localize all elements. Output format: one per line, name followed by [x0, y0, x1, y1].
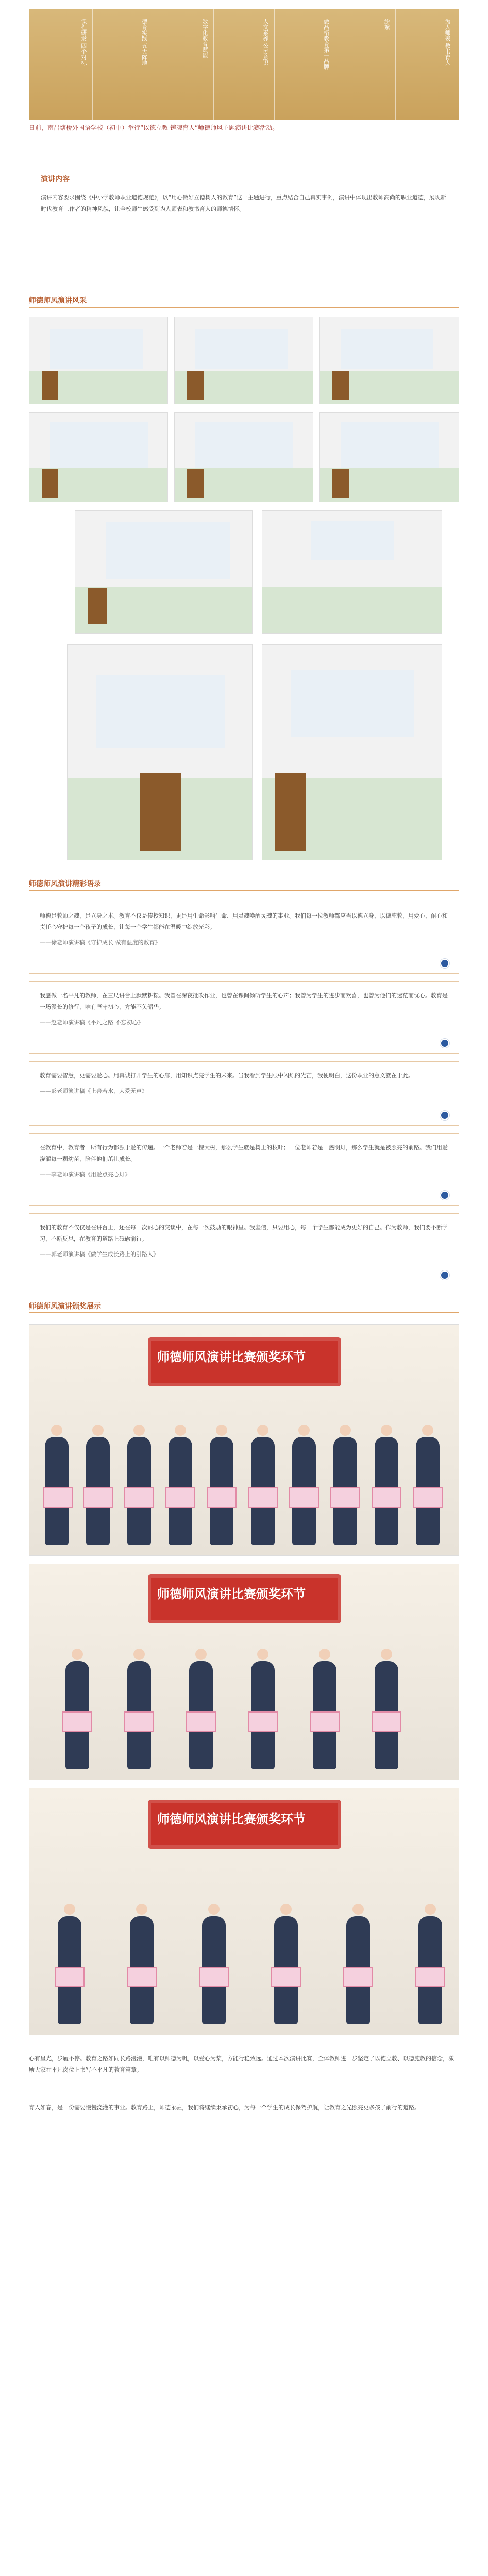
photo-5: [174, 412, 313, 502]
author-avatar-icon: [440, 1270, 449, 1280]
banner-column-1: 课程研发 四个对标: [32, 9, 93, 120]
author-avatar-icon: [440, 959, 449, 968]
photo-7: [75, 510, 253, 634]
photo-8: [262, 510, 442, 634]
quote-cite-4: ——李老师演讲稿《用爱点亮心灯》: [40, 1171, 130, 1178]
moments-title: 师德师风演讲风采: [29, 297, 87, 305]
award-banner-text-3: 师德师风演讲比赛颁奖环节: [157, 1812, 306, 1826]
award-banner-text-2: 师德师风演讲比赛颁奖环节: [157, 1587, 306, 1601]
quote-card-2: [29, 981, 459, 1054]
banner-column-5: 做品格教育第一品牌: [275, 9, 335, 120]
quote-cite-1: ——徐老师演讲稿《守护成长 做有温度的教育》: [40, 939, 161, 946]
author-avatar-icon: [440, 1039, 449, 1048]
quote-cite-3: ——彭老师演讲稿《上善若水，大爱无声》: [40, 1088, 147, 1094]
quote-text-5: 我们的教育不仅仅是在讲台上，还在每一次耐心的交谈中，在每一次鼓励的眼神里。我坚信，只要用心，每一个学生都能成为更好的自己。作为教师，我们要不断学习、不断反思，在教育的道路上砥砺前行。: [40, 1224, 448, 1242]
activity-card: [29, 160, 459, 283]
activity-title: 演讲内容: [41, 175, 70, 183]
section-divider: [29, 890, 459, 891]
photo-2: [174, 317, 313, 404]
awards-title: 师德师风演讲颁奖展示: [29, 1302, 101, 1311]
photo-1: [29, 317, 168, 404]
award-banner-text-1: 师德师风演讲比赛颁奖环节: [157, 1350, 306, 1364]
quote-text-2: 我愿做一名平凡的教师，在三尺讲台上默默耕耘。我曾在深夜批改作业，也曾在课间倾听学生的心声；我曾为学生的进步而欢喜，也曾为他们的迷茫而忧心。教育是一场漫长的修行，唯有坚守初心，方能不负韶华。: [40, 992, 448, 1010]
quote-card-5: [29, 1213, 459, 1285]
banner-column-6: 纷繁: [335, 9, 396, 120]
award-photo-2: [29, 1564, 459, 1780]
closing-paragraph-1: 心有星光，步履不停。教育之路如同长路漫漫，唯有以师德为帆，以爱心为桨，方能行稳致远。通过本次演讲比赛，全体教师进一步坚定了以德立教、以德施教的信念，激励大家在平凡岗位上书写不平凡的教育篇章。: [29, 2055, 454, 2073]
banner-column-3: 数字化教育赋能: [153, 9, 214, 120]
author-avatar-icon: [440, 1111, 449, 1120]
banner-column-2: 德育实践 五大阵地: [93, 9, 154, 120]
banner-column-7: 为人师表 教书育人: [444, 19, 451, 66]
intro-text: 日前，南昌塘桥外国语学校（初中）举行“以德立教 铸魂育人”师德师风主题演讲比赛活动。: [29, 124, 279, 131]
award-photo-3: [29, 1788, 459, 2035]
quotes-title: 师德师风演讲精彩语录: [29, 880, 101, 888]
award-photo-1: [29, 1324, 459, 1556]
photo-3: [319, 317, 459, 404]
closing-paragraph-2: 育人如春，是一份需要慢慢浇灌的事业。教育路上，师德永驻，我们将继续秉承初心，为每一个学生的成长保驾护航，让教育之光照亮更多孩子前行的道路。: [29, 2104, 420, 2111]
author-avatar-icon: [440, 1191, 449, 1200]
quote-text-4: 在教育中，教育者一所有行为都源于爱的传递。一个老师若是一棵大树，那么学生就是树上的枝叶；一位老师若是一盏明灯，那么学生就是被照亮的前路。我们用爱浇灌每一颗幼苗，陪伴他们茁壮成长。: [40, 1144, 448, 1162]
quote-text-1: 师德是教师之魂，是立身之本。教育不仅是传授知识，更是用生命影响生命、用灵魂唤醒灵魂的事业。我们每一位教师都应当以德立身、以德施教，用爱心、耐心和责任心守护每一个孩子的成长，让每一个学生都能在温暖中绽放光彩。: [40, 912, 448, 930]
section-divider: [29, 307, 459, 308]
header-banner: [29, 9, 459, 120]
photo-9: [67, 644, 253, 860]
banner-column-4: 人文素养 公民意识: [214, 9, 275, 120]
photo-4: [29, 412, 168, 502]
activity-text: 演讲内容要求围绕《中小学教师职业道德规范》，以“用心做好立德树人的教育”这一主题进行，重点结合自己真实事例，演讲中体现出教师高尚的职业道德，展现新时代教育工作者的精神风貌，让全校师生感受到为人师表和教书育人的师德情怀。: [41, 194, 446, 212]
quote-card-1: [29, 902, 459, 974]
banner-columns: [29, 9, 459, 120]
quote-card-3: [29, 1061, 459, 1126]
quote-cite-5: ——郭老师演讲稿《做学生成长路上的引路人》: [40, 1251, 159, 1258]
photo-10: [262, 644, 442, 860]
photo-6: [319, 412, 459, 502]
quote-text-3: 教育需要智慧，更需要爱心。用真诚打开学生的心扉，用知识点亮学生的未来。当我看到学生眼中闪烁的光芒，我便明白，这份职业的意义就在于此。: [40, 1072, 414, 1079]
quote-card-4: [29, 1133, 459, 1206]
quote-cite-2: ——赵老师演讲稿《平凡之路 不忘初心》: [40, 1019, 144, 1026]
section-divider: [29, 1312, 459, 1313]
